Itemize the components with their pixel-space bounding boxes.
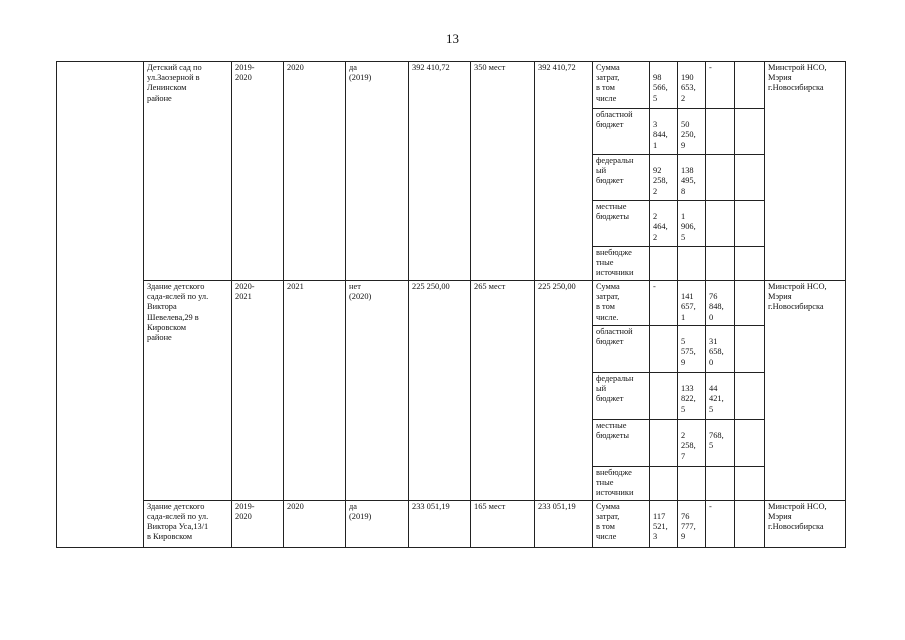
funding-value: 2 464, 2 xyxy=(650,201,678,247)
project-ready: да (2019) xyxy=(346,62,409,281)
construction-table xyxy=(56,61,846,548)
funding-value xyxy=(678,247,706,281)
funding-value: 76 848, 0 xyxy=(706,281,735,326)
project-responsible: Минстрой НСО, Мэрия г.Новосибирска xyxy=(765,281,846,501)
project-capacity: 165 мест xyxy=(471,500,535,547)
funding-label: областной бюджет xyxy=(593,326,650,373)
funding-value-empty xyxy=(735,373,765,420)
funding-value xyxy=(650,247,678,281)
funding-value-empty xyxy=(735,201,765,247)
funding-value-empty xyxy=(735,420,765,467)
funding-value xyxy=(650,467,678,501)
funding-label: местные бюджеты xyxy=(593,420,650,467)
funding-value: - xyxy=(706,62,735,109)
funding-value-empty xyxy=(735,155,765,201)
project-name: Детский сад по ул.Заозерной в Ленинском районе xyxy=(144,62,232,281)
funding-value: 98 566, 5 xyxy=(650,62,678,109)
funding-value-empty xyxy=(735,326,765,373)
funding-label: федеральн ый бюджет xyxy=(593,155,650,201)
funding-value: 31 658, 0 xyxy=(706,326,735,373)
funding-value-empty xyxy=(735,62,765,109)
funding-value-empty xyxy=(735,467,765,501)
funding-label: внебюдже тные источники xyxy=(593,247,650,281)
funding-value: 190 653, 2 xyxy=(678,62,706,109)
funding-value-empty xyxy=(735,500,765,547)
funding-value xyxy=(678,467,706,501)
funding-value: - xyxy=(706,500,735,547)
funding-label: Сумма затрат, в том числе xyxy=(593,62,650,109)
funding-value: 2 258, 7 xyxy=(678,420,706,467)
project-year: 2021 xyxy=(284,281,346,501)
funding-value: 3 844, 1 xyxy=(650,109,678,155)
funding-value xyxy=(650,420,678,467)
table-row xyxy=(57,281,846,326)
project-total: 392 410,72 xyxy=(535,62,593,281)
funding-value: 133 822, 5 xyxy=(678,373,706,420)
project-capacity: 265 мест xyxy=(471,281,535,501)
project-total: 225 250,00 xyxy=(535,281,593,501)
project-cost: 225 250,00 xyxy=(409,281,471,501)
funding-value: 138 495, 8 xyxy=(678,155,706,201)
project-name: Здание детского сада-яслей по ул. Виктора Шевелева,29 в Кировском районе xyxy=(144,281,232,501)
funding-value: 117 521, 3 xyxy=(650,500,678,547)
project-cost: 392 410,72 xyxy=(409,62,471,281)
funding-value: 5 575, 9 xyxy=(678,326,706,373)
project-total: 233 051,19 xyxy=(535,500,593,547)
project-responsible: Минстрой НСО, Мэрия г.Новосибирска xyxy=(765,62,846,281)
project-year: 2020 xyxy=(284,62,346,281)
project-ready: да (2019) xyxy=(346,500,409,547)
project-ready: нет (2020) xyxy=(346,281,409,501)
funding-value xyxy=(650,326,678,373)
funding-label: федеральн ый бюджет xyxy=(593,373,650,420)
funding-value: 50 250, 9 xyxy=(678,109,706,155)
table-row xyxy=(57,62,846,109)
project-name: Здание детского сада-яслей по ул. Виктора Уса,13/1 в Кировском xyxy=(144,500,232,547)
funding-label: областной бюджет xyxy=(593,109,650,155)
funding-value: 76 777, 9 xyxy=(678,500,706,547)
page-number: 13 xyxy=(446,31,459,46)
funding-value xyxy=(706,201,735,247)
blank-column-cell xyxy=(57,62,144,548)
project-period: 2020- 2021 xyxy=(232,281,284,501)
project-capacity: 350 мест xyxy=(471,62,535,281)
funding-label: Сумма затрат, в том числе xyxy=(593,500,650,547)
funding-label: внебюдже тные источники xyxy=(593,467,650,501)
funding-value xyxy=(706,247,735,281)
project-period: 2019- 2020 xyxy=(232,500,284,547)
funding-label: Сумма затрат, в том числе. xyxy=(593,281,650,326)
project-cost: 233 051,19 xyxy=(409,500,471,547)
funding-value-empty xyxy=(735,247,765,281)
funding-value: 44 421, 5 xyxy=(706,373,735,420)
funding-value xyxy=(706,109,735,155)
funding-value: 768, 5 xyxy=(706,420,735,467)
table-row xyxy=(57,500,846,547)
funding-value-empty xyxy=(735,281,765,326)
project-period: 2019- 2020 xyxy=(232,62,284,281)
funding-value xyxy=(706,155,735,201)
project-responsible: Минстрой НСО, Мэрия г.Новосибирска xyxy=(765,500,846,547)
funding-value xyxy=(706,467,735,501)
funding-label: местные бюджеты xyxy=(593,201,650,247)
funding-value: 92 258, 2 xyxy=(650,155,678,201)
funding-value: - xyxy=(650,281,678,326)
funding-value: 1 906, 5 xyxy=(678,201,706,247)
funding-value: 141 657, 1 xyxy=(678,281,706,326)
project-year: 2020 xyxy=(284,500,346,547)
funding-value xyxy=(650,373,678,420)
funding-value-empty xyxy=(735,109,765,155)
